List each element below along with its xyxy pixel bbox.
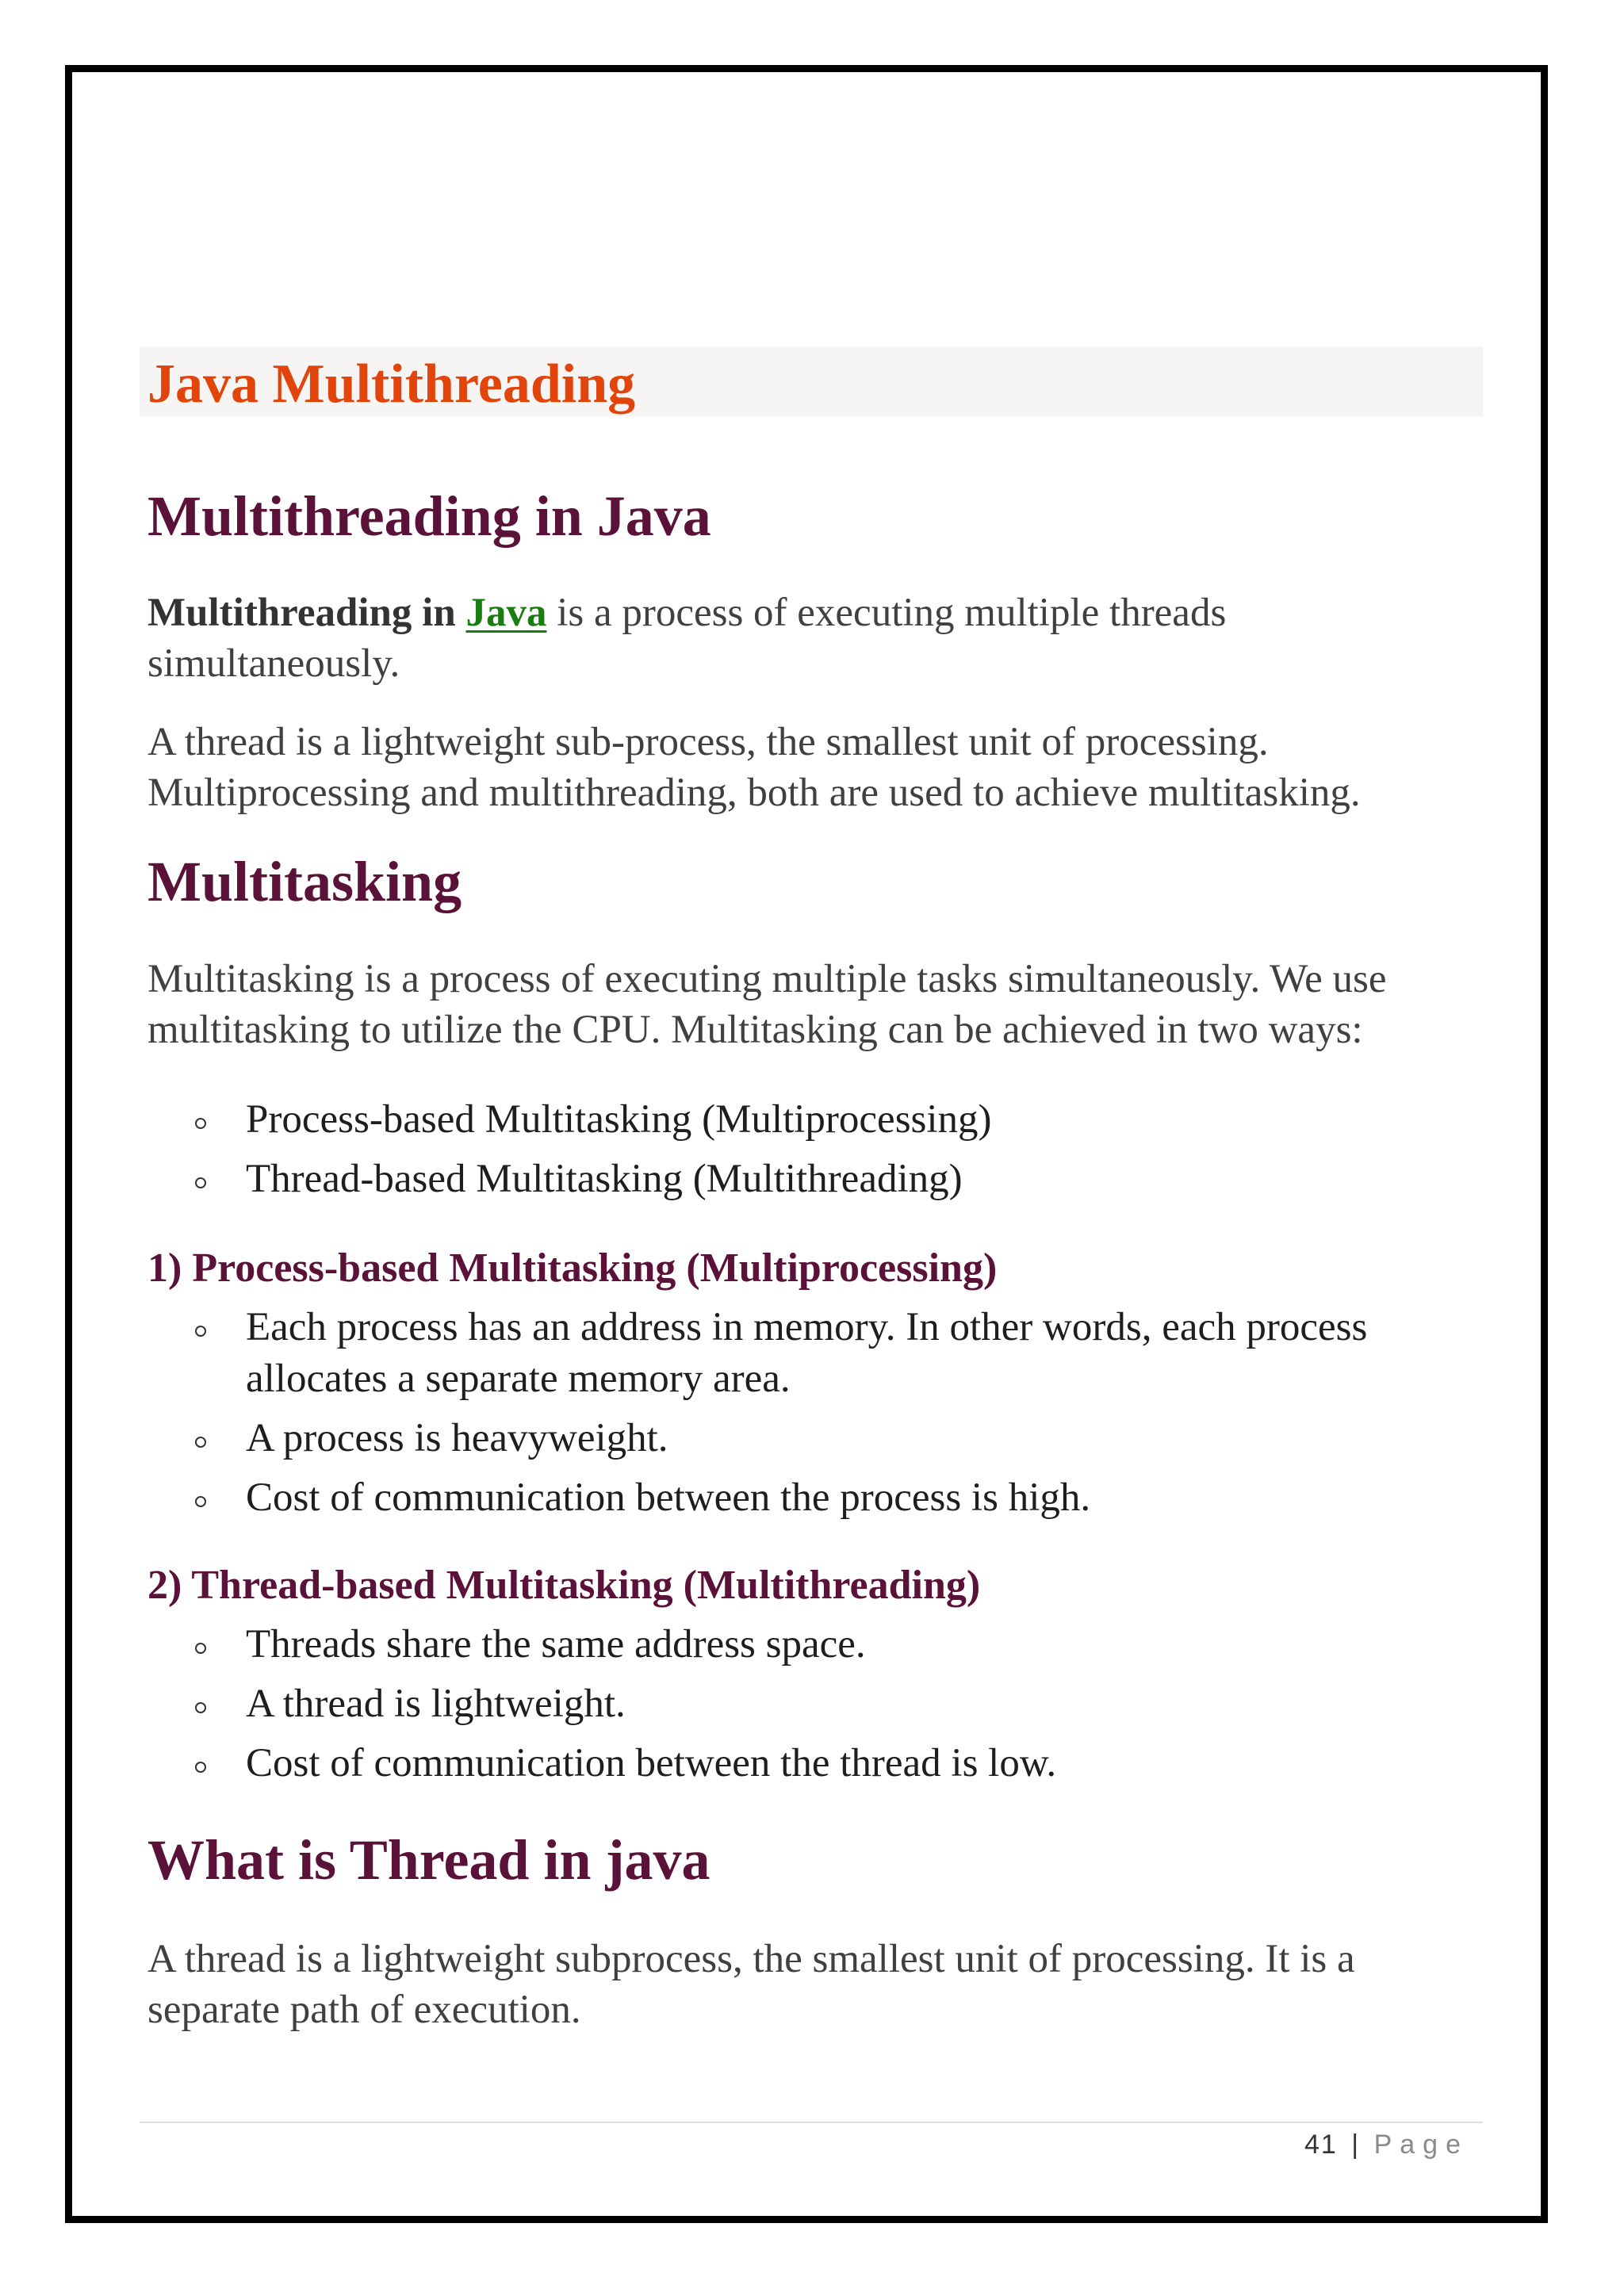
page-label: Page (1373, 2130, 1469, 2160)
circle-bullet-icon (195, 1118, 206, 1129)
thread-paragraph-line2: separate path of execution. (147, 1988, 581, 2032)
thread-based-list (147, 1619, 1480, 1797)
thread-definition-paragraph (147, 717, 1480, 818)
thread-paragraph-line1: A thread is a lightweight subprocess, the smallest unit of processing. It is a (147, 1937, 1355, 1981)
process-based-list (147, 1302, 1480, 1532)
list-item: Thread-based Multitasking (Multithreading) (147, 1154, 1480, 1205)
circle-bullet-icon (195, 1437, 206, 1448)
list-item: Process-based Multitasking (Multiprocessing) (147, 1094, 1480, 1146)
list-item: A thread is lightweight. (147, 1678, 1480, 1730)
intro-bold-text: Multithreading in (147, 591, 466, 635)
footer-divider (140, 2122, 1483, 2123)
heading-multitasking: Multitasking (147, 850, 462, 913)
circle-bullet-icon (195, 1762, 206, 1773)
java-link[interactable]: Java (465, 591, 547, 635)
thread-definition-line1: A thread is a lightweight sub-process, the smallest unit of processing. (147, 720, 1269, 764)
list-item: Threads share the same address space. (147, 1619, 1480, 1670)
subheading-thread-based: 2) Thread-based Multitasking (Multithreading) (147, 1563, 981, 1608)
footer-separator: | (1351, 2130, 1361, 2160)
circle-bullet-icon (195, 1326, 206, 1337)
page-number: 41 (1304, 2130, 1338, 2160)
list-item: Each process has an address in memory. In other words, each process allocates a separate memory area. (147, 1302, 1480, 1405)
heading-multithreading-in-java: Multithreading in Java (147, 484, 711, 548)
page-footer (1304, 2130, 1469, 2160)
heading-what-is-thread: What is Thread in java (147, 1828, 710, 1892)
list-item: Cost of communication between the process is high. (147, 1472, 1480, 1524)
multitasking-paragraph (147, 954, 1480, 1055)
multitasking-types-list (147, 1094, 1480, 1213)
multitasking-line2: multitasking to utilize the CPU. Multitasking can be achieved in two ways: (147, 1008, 1363, 1052)
list-item: A process is heavyweight. (147, 1413, 1480, 1464)
intro-paragraph (147, 587, 1480, 689)
circle-bullet-icon (195, 1702, 206, 1713)
list-item: Cost of communication between the thread is low. (147, 1738, 1480, 1789)
circle-bullet-icon (195, 1496, 206, 1507)
multitasking-line1: Multitasking is a process of executing multiple tasks simultaneously. We use (147, 957, 1387, 1001)
intro-text-line1: is a process of executing multiple threads (546, 591, 1227, 635)
intro-text-line2: simultaneously. (147, 641, 400, 686)
thread-paragraph (147, 1934, 1480, 2035)
circle-bullet-icon (195, 1177, 206, 1188)
subheading-process-based: 1) Process-based Multitasking (Multiprocessing) (147, 1246, 998, 1291)
circle-bullet-icon (195, 1643, 206, 1654)
main-title: Java Multithreading (147, 354, 636, 415)
thread-definition-line2: Multiprocessing and multithreading, both are used to achieve multitasking. (147, 771, 1361, 815)
